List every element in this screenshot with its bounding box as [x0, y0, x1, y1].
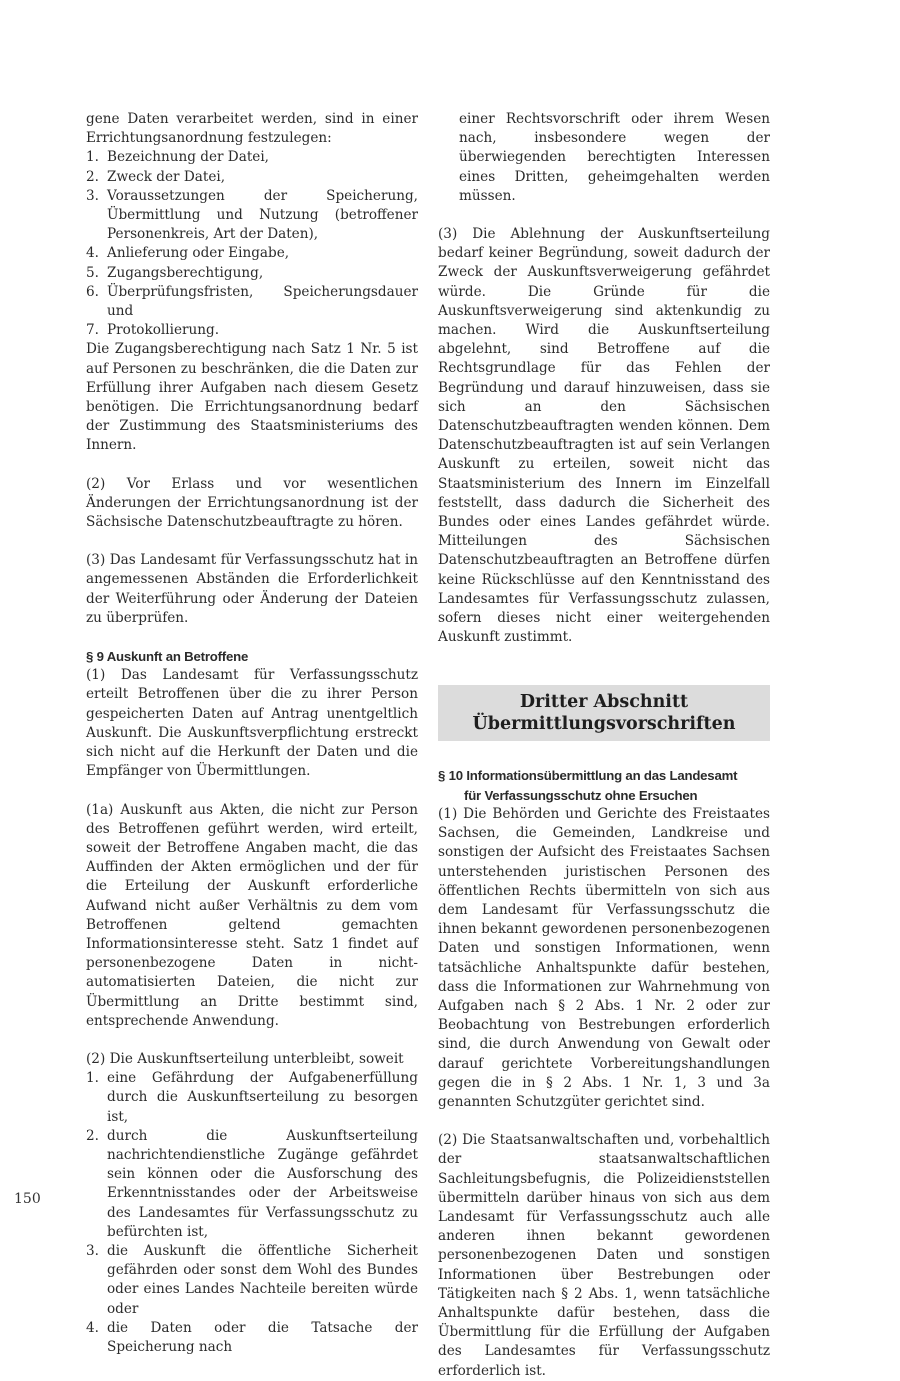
s9-paragraph-3: (3) Die Ablehnung der Auskunftserteilung bedarf keiner Begründung, soweit dadurch der Zweck der Auskunftsverweigerung gefährdet würde. Die Gründe für die Auskunftsverweigerung sind aktenkundig zu machen. Wird die Auskunftserteilung abgelehnt, sind Betroffene auf die Rechtsgrundlage für das Fehlen der Begründung und darauf hinzuweisen, dass sie sich an den Sächsischen Datenschutzbeauftragten wenden können. Dem Datenschutzbeauftragten ist auf sein Verlangen Auskunft zu erteilen, soweit nicht das Staatsministerium des Innern im Einzelfall feststellt, dass dadurch die Sicherheit des Bundes oder eines Landes gefährdet würde. Mitteilungen des Sächsischen Datenschutzbeauftragten an Betroffene dürfen keine Rückschlüsse auf den Kenntnisstand des Landesamtes für Verfassungsschutz zulassen, sofern dieses nicht einer weitergehenden Auskunft zustimmt. [438, 226, 770, 646]
refusal-list [86, 1069, 418, 1357]
list-item: 4. die Daten oder die Tatsache der Speicherung nach [86, 1319, 418, 1355]
s10-paragraph-1: (1) Die Behörden und Gerichte des Freistaates Sachsen, die Gemeinden, Landkreise und sonstigen der Aufsicht des Freistaates Sachsen unterstehenden juristischen Personen des öffentlichen Rechts übermitteln von sich aus dem Landesamt für Verfassungsschutz die ihnen bekannt gewordenen personenbezogenen Daten und sonstigen Informationen, wenn tatsächliche Anhaltspunkte dafür bestehen, dass die Informationen zur Wahrnehmung von Aufgaben nach § 2 Abs. 1 Nr. 2 oder zur Beobachtung von Bestrebungen erforderlich sind, die durch Anwendung von Gewalt oder darauf gerichtete Vorbereitungshandlungen gegen die in § 2 Abs. 1 Nr. 1, 3 und 3a genannten Schutzgüter gerichtet sind. [438, 805, 770, 1110]
right-column [438, 110, 770, 1381]
list-item: 2. durch die Auskunftserteilung nachrichtendienstliche Zugänge gefährdet sein können oder die Ausforschung des Erkenntnisstandes oder der Arbeitsweise des Landesamtes für Verfassungsschutz zu befürchten ist, [86, 1127, 418, 1240]
left-column [86, 110, 418, 1357]
section-10-heading: § 10 Informationsübermittlung an das Landesamt für Verfassungsschutz ohne Ersuchen [438, 768, 738, 803]
s9-paragraph-1: (1) Das Landesamt für Verfassungsschutz erteilt Betroffenen über die zu ihrer Person gespeicherten Daten auf Antrag unentgeltlich Auskunft. Die Auskunftsverpflichtung erstreckt sich nicht auf die Herkunft der Daten und die Empfänger von Übermittlungen. [86, 667, 418, 780]
list-item: 1. Bezeichnung der Datei, [86, 149, 269, 166]
list-item: 5. Zugangsberechtigung, [86, 264, 264, 281]
paragraph-2: (2) Vor Erlass und vor wesentlichen Änderungen der Errichtungsanordnung ist der Sächsische Datenschutzbeauftragte zu hören. [86, 475, 418, 531]
intro-paragraph: gene Daten verarbeitet werden, sind in einer Errichtungsanordnung festzulegen: [86, 111, 418, 147]
list-item: 3. Voraussetzungen der Speicherung, Übermittlung und Nutzung (betroffener Personenkreis, Art der Daten), [86, 187, 418, 243]
list-item: 4. Anlieferung oder Eingabe, [86, 245, 290, 262]
paragraph-3: (3) Das Landesamt für Verfassungsschutz hat in angemessenen Abständen die Erforderlichkeit der Weiterführung oder Änderung der Dateien zu überprüfen. [86, 552, 418, 626]
list-item: 7. Protokollierung. [86, 322, 220, 339]
page-number: 150 [14, 1191, 41, 1207]
section-title-box [438, 685, 770, 741]
section-title: Dritter Abschnitt [519, 692, 689, 713]
list-item: 1. eine Gefährdung der Aufgabenerfüllung durch die Auskunftserteilung zu besorgen ist, [86, 1070, 418, 1125]
errichtung-list [86, 148, 418, 340]
section-subtitle: Übermittlungsvorschriften [472, 714, 736, 735]
list-continuation: einer Rechtsvorschrift oder ihrem Wesen nach, insbesondere wegen der überwiegenden berechtigten Interessen eines Dritten, geheimgehalten werden müssen. [459, 111, 770, 204]
list-item: 2. Zweck der Datei, [86, 168, 226, 185]
list-item: 6. Überprüfungsfristen, Speicherungsdauer und [86, 283, 418, 320]
s9-paragraph-1a: (1a) Auskunft aus Akten, die nicht zur Person des Betroffenen geführt werden, wird erteilt, soweit der Betroffene Angaben macht, die das Auffinden der Akten ermöglichen und der für die Erteilung der Auskunft erforderliche Aufwand nicht außer Verhältnis zu dem vom Betroffenen geltend gemachten Informationsinteresse steht. Satz 1 findet auf personenbezogene Daten in nicht-automatisierten Dateien, die nicht zur Übermittlung an Dritte bestimmt sind, entsprechende Anwendung. [86, 801, 418, 1029]
s10-paragraph-2: (2) Die Staatsanwaltschaften und, vorbehaltlich der staatsanwaltschaftlichen Sachleitungsbefugnis, die Polizeidienststellen übermitteln darüber hinaus von sich aus dem Landesamt für Verfassungsschutz auch alle anderen ihnen bekannt gewordenen personenbezogenen Daten und sonstigen Informationen über Bestrebungen oder Tätigkeiten nach § 2 Abs. 1, wenn tatsächliche Anhaltspunkte dafür bestehen, dass die Übermittlung für die Erfüllung der Aufgaben des Landesamtes für Verfassungsschutz erforderlich ist. [438, 1132, 770, 1379]
access-paragraph: Die Zugangsberechtigung nach Satz 1 Nr. 5 ist auf Personen zu beschränken, die die Daten zur Erfüllung ihrer Aufgaben nach diesem Gesetz benötigen. Die Errichtungsanordnung bedarf der Zustimmung des Staatsministeriums des Innern. [86, 341, 418, 454]
section-9-heading: § 9 Auskunft an Betroffene [86, 649, 249, 665]
s9-paragraph-2: (2) Die Auskunftserteilung unterbleibt, soweit [86, 1050, 404, 1067]
list-item: 3. die Auskunft die öffentliche Sicherheit gefährden oder sonst dem Wohl des Bundes oder eines Landes Nachteile bereiten würde oder [86, 1242, 418, 1317]
